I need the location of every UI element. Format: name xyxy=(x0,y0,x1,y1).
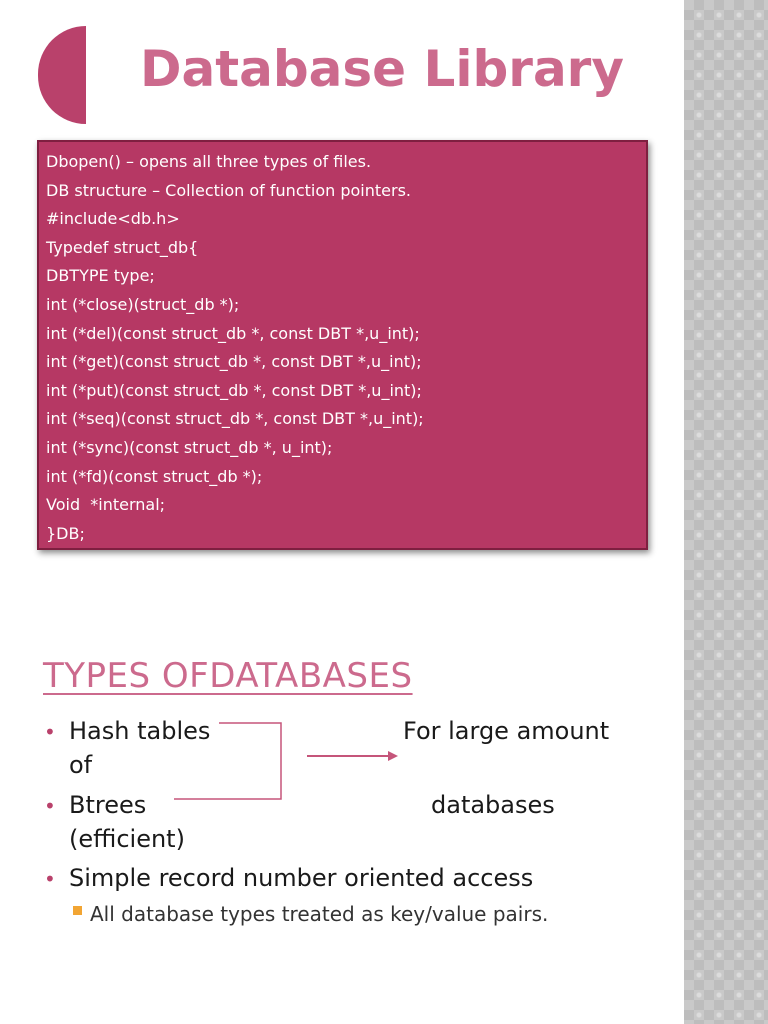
code-line: int (*del)(const struct_db *, const DBT *,u_int); xyxy=(46,323,420,343)
bullet-marker: • xyxy=(44,720,56,744)
code-line: Void *internal; xyxy=(46,495,166,515)
bullet-efficient: (efficient) xyxy=(69,825,185,853)
bullet-of: of xyxy=(69,751,93,779)
code-line: #include<db.h> xyxy=(46,209,180,229)
sub-bullet-text: All database types treated as key/value pairs. xyxy=(90,902,549,926)
decorative-side-pattern xyxy=(684,0,768,1024)
code-line: int (*sync)(const struct_db *, u_int); xyxy=(46,437,333,457)
bullet-btrees: Btrees xyxy=(69,791,147,819)
arrow-right-icon xyxy=(307,751,398,761)
bullet-marker: • xyxy=(44,794,56,818)
code-line: DB structure – Collection of function pointers. xyxy=(46,180,411,200)
code-line: int (*fd)(const struct_db *); xyxy=(46,466,263,486)
code-line: int (*seq)(const struct_db *, const DBT *,u_int); xyxy=(46,409,424,429)
code-line: Typedef struct_db{ xyxy=(46,237,199,257)
bullet-marker: • xyxy=(44,867,56,891)
code-line: }DB; xyxy=(46,523,85,543)
bullet-large-amount: For large amount xyxy=(403,717,610,745)
code-line: int (*put)(const struct_db *, const DBT *,u_int); xyxy=(46,380,422,400)
slide-title: Database Library xyxy=(140,40,624,98)
code-line: Dbopen() – opens all three types of files. xyxy=(46,152,372,171)
code-line: int (*get)(const struct_db *, const DBT *,u_int); xyxy=(46,352,422,372)
bullet-databases: databases xyxy=(431,791,555,819)
code-line: int (*close)(struct_db *); xyxy=(46,294,240,314)
bullet-hash-tables: Hash tables xyxy=(69,717,211,745)
section-heading: TYPES OFDATABASES xyxy=(43,656,413,696)
bullet-record-access: Simple record number oriented access xyxy=(69,864,534,892)
code-line: DBTYPE type; xyxy=(46,266,155,286)
